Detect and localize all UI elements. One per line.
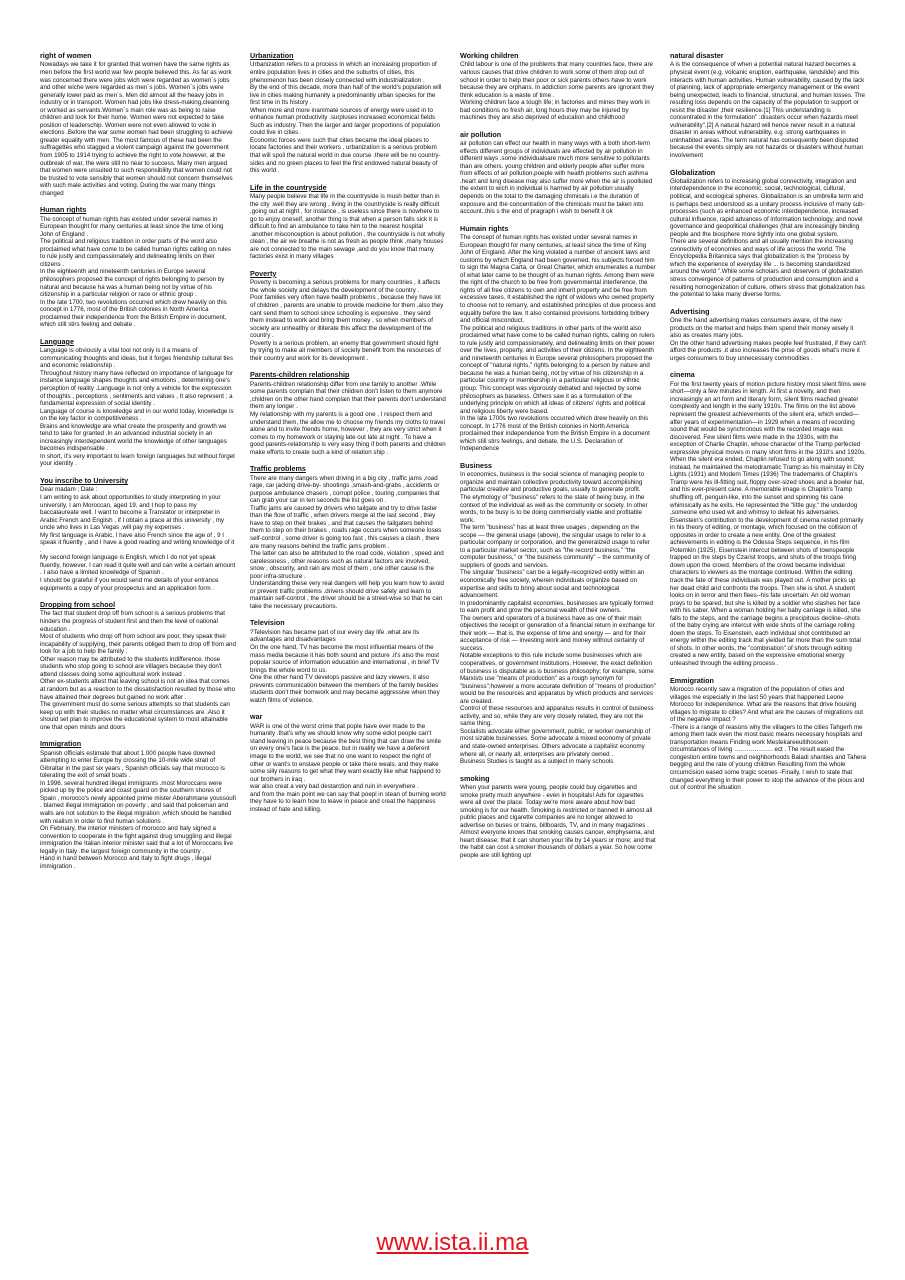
section-paragraph: Such as industry. Then the larger and larger proportions of population could live in cities . bbox=[250, 121, 440, 137]
section-paragraph: The owners and operators of a business have as one of their main objectives the receipt or generation of a financial return in exchange for their work — that is, the expense of time and energy — and for their acceptance of risk — investing work and money without certainty of success. bbox=[460, 614, 655, 652]
section-heading: Working children bbox=[460, 52, 519, 60]
section-paragraph: By the end of this decade, more than half of the world's population will live in cities making humanity a predominantly urban species for the first time in Its history . bbox=[250, 84, 442, 107]
section-paragraph: Understanding these very real dangers will help you learn how to avoid or prevent traffic problems .drivers should drive safely and learn to maintain self-control , the driver should be a street-wise so that he can take the necessary precautions. bbox=[250, 580, 444, 610]
article-section bbox=[460, 52, 656, 122]
article-section bbox=[40, 338, 236, 468]
article-section bbox=[40, 206, 236, 329]
section-paragraph: On February, the interior ministers of morocco and Italy signed a convention to cooperate in the fight against drug smuggling and illegal immigration the Italian interior minister said that a lot of Moroccans live legally in Italy .the largest foreign community in the country . bbox=[40, 825, 233, 855]
article-section bbox=[250, 619, 446, 704]
section-heading: air pollution bbox=[460, 129, 502, 139]
article-section bbox=[40, 601, 236, 731]
section-paragraph: My first language is Arabic, I have also French since the age of , 9 I speak it fluently , and I have a good reading and writing knowledge of it . bbox=[40, 531, 235, 554]
section-paragraph: The government must do some serious attempts so that students can keep up with their studies no matter what circumstances are .Also it should set plan to improve the educational system to most attainable one that open minds and doors bbox=[40, 701, 230, 731]
section-paragraph: air pollution can effect our health in many ways with a both short-term effects different groups of individuals are effected by air pollution in different ways .some individualsare much more sensitive to pollutants than are others. young children and elderly people after suffer more from effects of air pollution.poeple with health problems such asthma .heart and lung disease may also suffer more when the air is poolluted the extent to wich in individual is harmed by air pollution usually depends on the total to the damaging chimicals i.e the duration of exposure and the concentration of the chimicals must be taken into account..this s the end of pragraph i wish to benefit it ok bbox=[460, 140, 653, 216]
section-paragraph: Child labour is one of the problems that many countries face, there are various causes that drive children to work some of them drop out of school in order to help their poor or sick parents others have to work because they are orphans. In addiction some parents are ignorant they think education is a waste of time . bbox=[460, 61, 654, 99]
footer-link[interactable]: www.ista.ii.ma bbox=[376, 1229, 529, 1256]
section-paragraph: Other reason may be attributed to the students indifference. those students who stop going to school are villagers because they don't attend classes doing some agricultural work instead . bbox=[40, 655, 222, 678]
article-section bbox=[40, 477, 236, 592]
section-heading: Dropping from school bbox=[40, 600, 116, 610]
section-paragraph: For the first twenty years of motion picture history most silent films were short—only a few minutes in length. At first a novelty, and then increasingly an art form and literary form, silent films reached greater complexity and length in the early 1910s. The films on the list above represent the greatest achievements of the silent era, which ended—after years of experimentation—in 1929 when a means of recording sound that would be synchronous with the recorded image was discovered. Few silent films were made in the 1930s, with the exception of Charlie Chaplin, whose character of the Tramp perfected expressive physical moves in many short films in the 1910's and 1920s. When the silent era ended, Chaplin refused to go along with sound; instead, he maintained the melodramatic Tramp as his mainstay in City Lights (1931) and Modern Times (1936) The trademarks of Chaplin's Tramp were his ill-fitting suit, floppy over-sized shoes and a bowler hat, and his ever-present cane. A memorable image is Chaplin's Tramp shuffling off, penguin-like, into the sunset and spinning his cane whimsically as he exits. He represented the "little guy," the underdog ,someone who used wit and whimsy to defeat his adversaries. bbox=[670, 380, 866, 517]
section-paragraph: and from the main point we can say that poepl in stean of burning world they have to to learn how to leave in peace and creat the happiness instead of hate and killing. bbox=[250, 790, 446, 813]
section-paragraph: In the eighteenth and nineteenth centuries in Europe several philosophers proposed the concept of rights belonging to person by natural and because ha was a human being not by virtue of his citizenship in a particular religion or race or ethnic group . bbox=[40, 268, 225, 299]
section-paragraph: Working children face a tough life; in factories and mines they work in bad conditions no fresh air, long hours they may be injured by machines they are also deprived of education and childhood bbox=[460, 99, 650, 122]
section-paragraph: My relationship with my parents is a good one , I respect them and understand them, the allow me to choose my friends my cloths to travel alone and to invite friends home, however , they are very strict when it comes to my homework or staying late out late at night . To have a good parents-relationship is very easy thing if both parents and children make efforts to create such a kind of relation ship . bbox=[250, 410, 446, 456]
section-paragraph: There are many dangers when driving in a big city , traffic jams ,road rage, car jacking drive-by- shootings ,smash-and-grabs , accidents or purpose ambulance chasers , corrupt police , touring ,companies that can grab your car in ten seconds the list goes on . bbox=[250, 474, 440, 505]
section-heading: Urbanization bbox=[250, 52, 294, 60]
section-paragraph: Economic forces were such that cities became the ideal places to locate factories and their workers , urbanization is a serious problem that will spoil the natural world in due course .there will be no country-sides and no green places to feel the first endowed natural beauty of this world . bbox=[250, 136, 441, 175]
section-paragraph: Dear madam ; Date : bbox=[40, 486, 98, 494]
section-heading: You inscribe to University bbox=[40, 476, 129, 486]
section-heading: Life in the countryside bbox=[250, 182, 327, 192]
article-section bbox=[460, 225, 656, 453]
section-paragraph: Urbanization refers to a process in which an increasing proportion of entire population lives in cities and the suburbs of cities, this phenomenon has been closely connected with industrialization . bbox=[250, 61, 437, 84]
section-heading: Traffic problems bbox=[250, 464, 306, 474]
section-heading: right of women bbox=[40, 52, 92, 60]
section-heading: war bbox=[250, 712, 263, 722]
section-paragraph: In predominantly capitalist economies, businesses are typically formed to earn profit and grow the personal wealth of their owners. bbox=[460, 599, 653, 615]
section-paragraph: Business Studies is taught as a subject in many schools bbox=[460, 758, 614, 766]
section-paragraph: A is the consequence of when a potential natural hazard becomes a physical event (e.g. volcanic eruption, earthquake, landslide) and this interacts with human activities. Human vulnerability, caused by the lack of planning, lack of appropriate emergency management or the event being unexpected, leads to financial, structural, and human losses. The resulting loss depends on the capacity of the population to support or resist the disaster ,their resilience.[1] This understanding is concentrated in the formulation" :disasters occur when hazards meet vulnerability".[2] A natural hazard will hence never result in a natural disaster in areas without vulnerability, e.g .strong earthquakes in uninhabited areas. The term natural has consequently been disputed because the events simply are not hazards or disasters without human involvement bbox=[670, 61, 865, 159]
section-paragraph: The fact that student drop off from school is a serious problems that hinders the progress of student first and then the level of national education . bbox=[40, 610, 225, 633]
article-section bbox=[250, 465, 446, 610]
section-paragraph: Socialists advocate either government, public, or worker ownership of most sizable businesses. Some advocate a mixed economy of private and state-owned enterprises. Others advocate a capitalist economy where all, or nearly all, enterprises are privately owned . bbox=[460, 727, 651, 758]
article-section bbox=[670, 371, 866, 667]
section-paragraph: The etymology of "business" refers to the state of being busy, in the context of the individual as well as the community or society. In other words, to be busy is to be doing commercially viable and profitable work. bbox=[460, 493, 648, 524]
section-paragraph: Parents-children relationship differ from one family to another .While some parents complain that their children don't listen to them anymore ,children on the other hand complain that their parents don't understand them any longer . bbox=[250, 380, 446, 411]
section-paragraph: There are several definitions and all usually mention the increasing connectivity of economies and ways of life across the world. The Encyclopedia Britannica says that globalization is the "process by which the experience of everyday life ... is becoming standardized around the world ".While some scholars and observers of globalization stress convergence of patterns of production and consumption and a resulting homogenization of culture, others stress that globalization has the potential to take many diverse forms. bbox=[670, 238, 865, 299]
section-paragraph: Nowadays we take it for granted that women have the same rights as men before the first world war few people believed this. As far as work was concerned there were jobs wich were regarded as women`s jobs and other wiche were regarded as men`s jobs. Women`s jobs were generally lower paid as men`s. Men did almost all the heavy jobs in industry or in transport. Women had jobs like dress-making,cleanning or worked as servants.Women`s main role was as being to raise children and look for their home. Women were not expected to take position of leaderschip. Women were not even allowed to vote in elections .Before the war some women had been struggling to achieve greater equality with men. The most famous of these had been the suffragettes who stagged a violent campaign against the government from 1905 to 1914 trying to achieve the right to vote.however, at the outbreak of war, the were still no near to success. Many men argued that women were unsuited to such responsibility that women could not be trusted to vote sensibly that women should not concern themselves with such male activities and voting. During the war many things changed bbox=[40, 61, 233, 197]
article-section bbox=[670, 308, 866, 363]
section-paragraph: Eisenstein's contribution to the development of cinema rested primarily in his theory of editing, or montage, which focused on the collision of opposites in order to create a new entity. One of the greatest achievements in editing is the Odessa Steps sequence, in his film Potemkin (1925). Eisenstein intercut between shots of townspeople trapped on the steps by Czarist troops, and shots of the troops firing down upon the crowd. Members of the crowd became individual characters to viewers as the montage continued. Within the editing track the fate of these individuals was played out. A mother picks up her dead child and confronts the troops. Then she is shot. A student looks on in terror and then flees--his fate uncertain. An old woman prays to be spared, but she is killed by a soldier who slashes her face with his saber. When a woman holding her baby carriage is killed, she falls to the steps, and the carriage begins a precipitous decline--shots of the baby crying are intercut with wide shots of the carriage rolling down the steps. To Eisenstein, each individual shot contributed an energy within the editing track that yielded far more than the sum total of shots. In other words, the "combination" of shots through editing created a new entity, based on the expressive emotional energy unleashed through the editing process . bbox=[670, 516, 864, 667]
section-paragraph: The concept of human rights has existed under several names in European thought for many centuries, at least since the time of King John of England. After the king violated a number of ancient laws and customs by which England had been governed, his subjects forced him to sign the Magna Carta, or Great Charter, which enumerates a number of what later came to be thought of as human rights. Among them were the right of the church to be free from governmental interference, the rights of all free citizens to own and inherit property and be free from excessive taxes. It established the right of widows who owned property to choose not to remarry, and established principles of due process and equality before the law. It also contained provisions forbidding bribery and official misconduct. bbox=[460, 234, 656, 325]
section-paragraph: Poor families very often have health problems , because they have lot of children , parents are unable to provide medicine for them ,also they cant send them to school since schooling is expensive , they send them instead to work and bring them money , so when members of society are unhealthy or illiterate this affect the development of the country . bbox=[250, 294, 444, 340]
section-paragraph: -There is a range of reasons why the villagers to the cities Tahgerh me among them lack even the most basic means necessary hospitals and transportation means Finding work Mestekareeultihossein circumstances of living ………………. ect . The result eased the congestion entire towns and neighborhoods Baladi shanties and Tahera begging and the rate of young children Resulting from the whole circumcision eased some tragic scenes -Finally, I wish to state that changed everything in their power to stop the advance of the pious and out of control the situation bbox=[670, 723, 866, 792]
section-paragraph: ?Television has became part of our every day life .what are its advantages and disadvantages bbox=[250, 628, 420, 644]
section-paragraph: Spanish officials estimate that about 1.000 people have downed attempting to enter Europe by crossing the 10-mile wide strait of Gibraltar in the past six years , Spanish officials say that morocco is tolerating the exit of small boats . bbox=[40, 749, 225, 780]
section-paragraph: Language of course is knowledge and in our world today, knowledge is on the key factor in competitiveness . bbox=[40, 407, 234, 423]
section-paragraph: When your parents were young, people could buy cigarettes and smoke pretty much anywhere - even in hospitals! Ads for cigarettes were all over the place. Today we're more aware about how bad smoking is for our health. Smoking is restricted or banned in almost all public places and cigarette companies are no longer allowed to advertise on buses or trains, billboards, TV, and in many magazines . bbox=[460, 784, 653, 829]
column-1 bbox=[40, 52, 236, 1232]
section-heading: Human rights bbox=[40, 205, 87, 215]
section-paragraph: Many people believe that life in the countryside is mush better than in the city .well they are wrong , living in the countryside is really difficult ,going out at night , for instance , is useless since there is nowhere to go to enjoy oneself, another thing is that when a person falls sick it is difficult to find an ambulance to take him to the nearest hospital .another misconception is about pollution , the countryside is not wholly clean , the air we breathe is not as fresh as people think ,many houses are not connected to the main sewage ,and do you know that many factories exist in many villages bbox=[250, 193, 445, 261]
section-heading: Poverty bbox=[250, 268, 277, 278]
section-heading: natural disaster bbox=[670, 52, 724, 60]
section-paragraph: The concept of human rights has existed under several names in European thought for many centuries at least since the time of king John of England . bbox=[40, 215, 224, 238]
section-paragraph: Brains and knowledge are what create the prosperity and growth we tend to take for granted .In an advanced industrial society in an increasingly interdependent world the knowledge of other languages becomes indispensable . bbox=[40, 422, 227, 453]
article-section bbox=[460, 775, 656, 860]
section-paragraph: Control of these resources and apparatus results in control of business activity, and so, while they are very closely related, they are not the same thing. bbox=[460, 705, 654, 728]
section-paragraph: Most of students who drop off from school are poor, they speak their incapability of supplying, their parents obliged them to drop off from and look for a job to help the family . bbox=[40, 633, 236, 656]
article-section bbox=[460, 131, 656, 216]
article-section bbox=[250, 371, 446, 456]
section-paragraph: WAR is one of the worst crime that pople have ever made to the humanity .that's why we should know why some ediot people can't stand leaving in peace because the best thing that can draw the smile on every one's face is the peace. but in reality we have a deferent image to the world, we see that no one want to respect the right of other or want's to enslave people or take there weals, and they make some silly reasons to get what they want exactly like what happend to our brothers in iraq . bbox=[250, 722, 441, 783]
section-heading: Humain rights bbox=[460, 223, 509, 233]
column-4 bbox=[670, 52, 866, 1232]
article-section bbox=[670, 677, 866, 792]
section-heading: Advertising bbox=[670, 306, 710, 316]
article-section bbox=[250, 713, 446, 813]
article-section bbox=[250, 270, 446, 362]
article-section bbox=[40, 740, 236, 870]
section-paragraph: In the late 1700s two revolutions occurred which drew heavily on this concept. In 1776 most of the British colonies in North America proclaimed their independence from the British Empire in a document which still stirs feelings, and debate, the U.S. Declaration of Independence bbox=[460, 415, 650, 453]
section-paragraph: Poverty is becoming a serious problems for many countries , it affects the whole society and delays the development of the country . bbox=[250, 279, 441, 294]
section-paragraph: Traffic jams are caused by drivers who tailgate and try to drive faster than the flow of traffic , when drivers merge at the last second , they have to step on their brakes , and that causes the tailgaters behind them to step on their brakes , roads rage occurs when someone loses self-control , some driver is going too fast , this causes a clash , there are many reasons behind the traffic jams problem . bbox=[250, 504, 442, 550]
article-section bbox=[250, 184, 446, 261]
section-heading: Globalization bbox=[670, 167, 716, 177]
section-paragraph: I am writing to ask about opportunities to study interpreting in your university, I am Moroccan, aged 19, and I hop to pass my baccalaureate well. I want to become a Translator or interpreter in Arabic French and English , if I obtain a place at this university , my uncle who lives in Las Vegas ,will pay my expenses . bbox=[40, 493, 224, 532]
section-paragraph: Morocco recently saw a migration of the population of cities and villages me especially in the last 50 years that happened Leone Morocco for independence. What are the reasons that drive housing villages to migrate to cities? And what are the causes of migrations out of the negative impact ? bbox=[670, 685, 863, 724]
section-paragraph: The political and religious tradition in order parts of the word also proclaimed what have come to be called human rights calling on rules to rule justly and compassionately and delineating limits on their citizens . bbox=[40, 238, 231, 268]
article-section bbox=[670, 52, 866, 160]
section-paragraph: When more and more inanimate sources of energy were used in to enhance human productivity .surpluses increased economical fields bbox=[250, 106, 436, 122]
section-paragraph: Throughout history many have reflected on importance of language for instance language shapes thoughts and emotions , determining one's perception of reality .Language is not only a vehicle for the expression of thoughts , perceptions , sentiments and values , It also represent ; a fundamental expression of social identity . bbox=[40, 369, 233, 408]
section-heading: cinema bbox=[670, 370, 695, 380]
section-heading: Immigration bbox=[40, 739, 82, 749]
section-paragraph: war also creat a very bad destarction and ruin in everywhere . bbox=[250, 783, 419, 791]
section-paragraph: On the other hand advertising makes people feel frustrated, if they can't afford the products .it also increases the prise of goods what's more it urges consumers to buy unnecessary commodities . bbox=[670, 339, 866, 362]
section-heading: Emmigration bbox=[670, 675, 714, 685]
section-paragraph: Notable exceptions to this rule include some businesses which are cooperatives, or government institutions. However, the exact definition of business is disputable as is business philosophy; for example, some Marxists use "means of production" as a rough synonym for "business";however a more accurate definition of "means of production" would be the resources and apparatus by which products and services are created. bbox=[460, 652, 656, 705]
section-paragraph: One the other hand TV develops passive and lazy viewers. it also prevents communication between the members of the family besides students don't their homwork and may became aggressive when they watch films of violence. bbox=[250, 674, 440, 704]
section-paragraph: In economics, business is the social science of managing people to organize and maintain collective productivity toward accomplishing particular creative and productive goals, usually to generate profit. bbox=[460, 471, 645, 494]
section-paragraph: Other ex-students attest that leaving school is not an idea that comes at random but as a reaction to the dissatisfaction resulted by those who have attained their degrees but gained no work after . bbox=[40, 678, 236, 701]
section-paragraph: The political and religious traditions in other parts of the world also proclaimed what have come to be called human rights, calling on rulers to rule justly and compassionately, and delineating limits on their power over the lives, property, and activities of their citizens. In the eighteenth and nineteenth centuries in Europe several philosophers proposed the concept of "natural rights," rights belonging to a person by nature and because he was a human being, not by virtue of his citizenship in a particular country or membership in a particular religious or ethnic group. This concept was vigorously debated and rejected by some philosophers as baseless. Others saw it as a formulation of the underlying principle on which all ideas of citizens' rights and political and religious liberty were based. bbox=[460, 324, 655, 415]
section-paragraph: Almost everyone knows that smoking causes cancer, emphysema, and heart disease; that it can shorten your life by 14 years or more; and that the habit can cost a smoker thousands of dollars a year. So how come people are still lighting up! bbox=[460, 829, 656, 859]
section-heading: Language bbox=[40, 336, 74, 346]
section-heading: Parents-children relationship bbox=[250, 370, 350, 380]
section-heading: Television bbox=[250, 618, 285, 628]
section-paragraph: Poverty is a serious problem, an enemy that government should fight by trying to make all members of society benefit from the resources of their country and work for its development . bbox=[250, 339, 441, 362]
column-2 bbox=[250, 52, 446, 1232]
section-paragraph: Language is obviously a vital tool not only is it a means of communicating thoughts and ideas, but it forges friendship cultural ties and economic relationship . bbox=[40, 347, 233, 370]
section-paragraph: I should be grateful if you would send me details of your entrance equipments a copy of your prospectus and an application form . bbox=[40, 576, 219, 592]
article-section bbox=[670, 169, 866, 299]
section-heading: smoking bbox=[460, 773, 490, 783]
article-section bbox=[250, 52, 446, 175]
section-paragraph: In the late 1700, two revolutions occurred which drew heavily on this concept in 1776, most of the British colonies in North America proclaimed their independence from the British Empire in document, which still stirs feeling and debate . bbox=[40, 298, 227, 329]
section-paragraph: In 1996. several hundred illegal immigrants .most Moroccans were picked up by the police and coast guard on the southern shores of Spain , morocco's newly appointed prime mister Aberahmane youssoufi . blamed illegal immigration on poverty , and said that policeman and walls are not solution to the illegal migration ,which should be handled with realism in order to find human solutions . bbox=[40, 779, 236, 825]
section-paragraph: My second foreign language is English, which I do not yet speak fluently, however. I can read it quite well and can write a certain amount . I also have a limited knowledge of Spanish . bbox=[40, 554, 236, 577]
column-3 bbox=[460, 52, 656, 1232]
section-paragraph: Hand in hand between Morocco and Italy to fight drugs , illegal immigration . bbox=[40, 855, 211, 870]
section-paragraph: On the one hand, TV has become the most influential means of the mass media because it has both sound and picture .it's also the most popular source of information education and international , in brief TV brings the whole word to us. bbox=[250, 643, 440, 674]
section-paragraph: Globalization refers to increasing global connectivity, integration and interdependence in the economic, social, technological, cultural, political, and ecological spheres. Globalization is an umbrella term and is perhaps best understood as a unitary process inclusive of many sub-processes (such as enhanced economic interdependence, increased cultural influence, rapid advances of information technology, and novel governance and geopolitical challenges (that are increasingly binding people and the biosphere more tightly into one global system. bbox=[670, 177, 865, 238]
section-paragraph: One the hand advertising makes consumers aware, of the new products on the market and helps them spend their money wisely it also as creates many jobs. bbox=[670, 317, 854, 340]
section-paragraph: The term "business" has at least three usages , depending on the scope — the general usage (above), the singular usage to refer to a particular company or corporation, and the generalized usage to refer to a particular market sector, such as "the record business," "the computer business," or "the business community" – the community of suppliers of goods and services. bbox=[460, 524, 650, 569]
section-paragraph: The latter can also be attributed to the road code, violation , speed and carelessness , other reasons such as natural factors are involved, snow , obscurity, and rain are most of them , one other cause is the poor infra-structure . bbox=[250, 550, 444, 580]
section-heading: Business bbox=[460, 460, 492, 470]
section-paragraph: In short, it's very important to learn foreign languages but without forget your identity . bbox=[40, 452, 235, 468]
section-paragraph: The singular "business" can be a legally-recognized entity within an economically free society, wherein individuals organize based on expertise and skills to bring about social and technological advancement. bbox=[460, 569, 645, 600]
article-section bbox=[460, 462, 656, 766]
article-section bbox=[40, 52, 236, 197]
